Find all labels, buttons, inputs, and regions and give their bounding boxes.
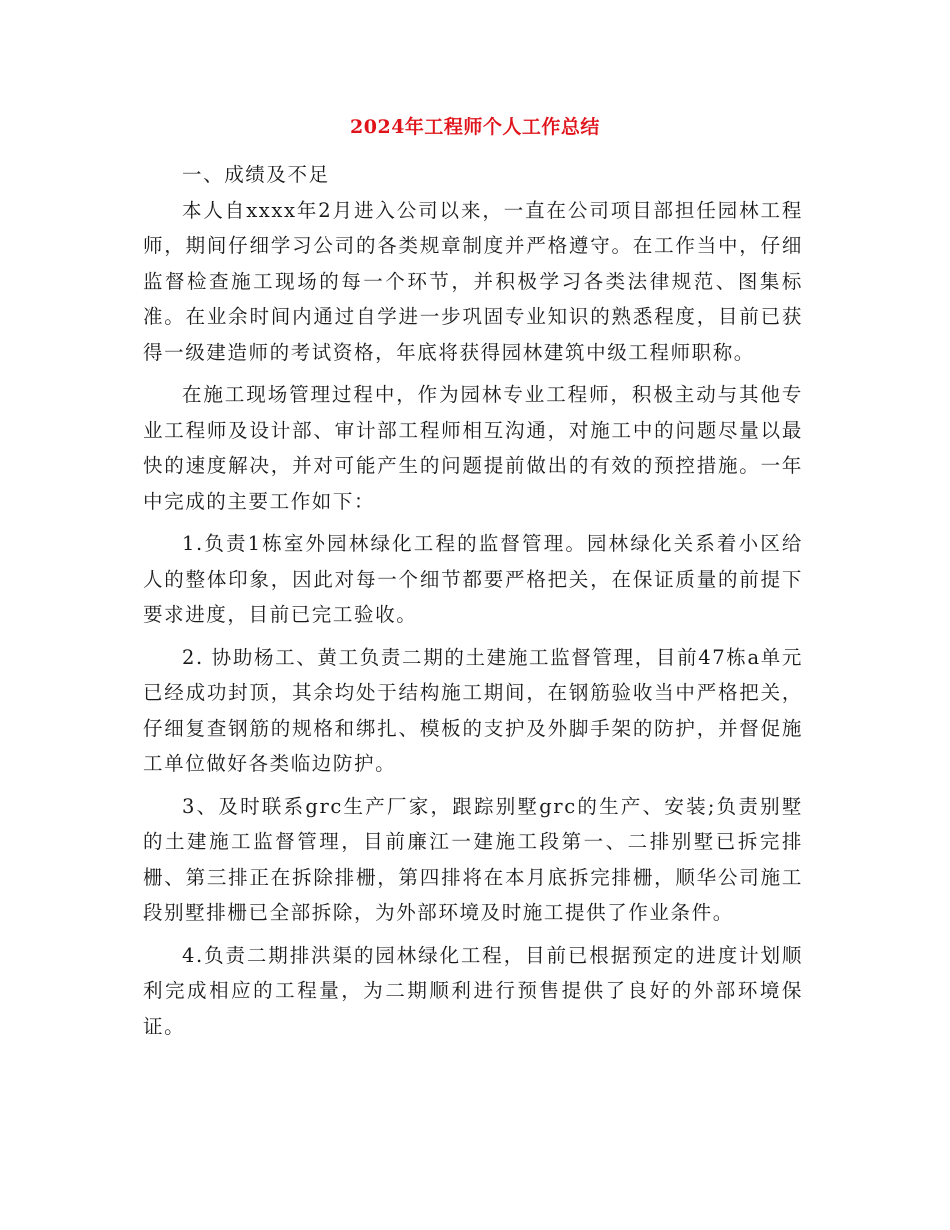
document-title: 2024年工程师个人工作总结 <box>350 116 600 138</box>
paragraph-item-1: 1.负责1栋室外园林绿化工程的监督管理。园林绿化关系着小区给人的整体印象，因此对每一个细节都要严格把关，在保证质量的前提下要求进度，目前已完工验收。 <box>143 532 803 626</box>
section-heading: 一、成绩及不足 <box>182 163 330 186</box>
document-body <box>143 157 803 1044</box>
paragraph-item-3: 3、及时联系grc生产厂家，跟踪别墅grc的生产、安装;负责别墅的土建施工监督管理，目前廉江一建施工段第一、二排别墅已拆完排栅、第三排正在拆除排栅，第四排将在本月底拆完排栅，顺华公司施工段别墅排栅已全部拆除，为外部环境及时施工提供了作业条件。 <box>143 794 803 924</box>
paragraph-intro: 本人自xxxx年2月进入公司以来，一直在公司项目部担任园林工程师，期间仔细学习公司的各类规章制度并严格遵守。在工作当中，仔细监督检查施工现场的每一个环节，并积极学习各类法律规范、图集标准。在业余时间内通过自学进一步巩固专业知识的熟悉程度，目前已获得一级建造师的考试资格，年底将获得园林建筑中级工程师职称。 <box>143 198 803 364</box>
paragraph-item-2: 2. 协助杨工、黄工负责二期的土建施工监督管理，目前47栋a单元已经成功封顶，其余均处于结构施工期间，在钢筋验收当中严格把关，仔细复查钢筋的规格和绑扎、模板的支护及外脚手架的防护，并督促施工单位做好各类临边防护。 <box>143 645 803 775</box>
paragraph-item-4: 4.负责二期排洪渠的园林绿化工程，目前已根据预定的进度计划顺利完成相应的工程量，为二期顺利进行预售提供了良好的外部环境保证。 <box>143 943 803 1038</box>
paragraph-site-management: 在施工现场管理过程中，作为园林专业工程师，积极主动与其他专业工程师及设计部、审计部工程师相互沟通，对施工中的问题尽量以最快的速度解决，并对可能产生的问题提前做出的有效的预控措施。一年中完成的主要工作如下： <box>143 383 803 513</box>
